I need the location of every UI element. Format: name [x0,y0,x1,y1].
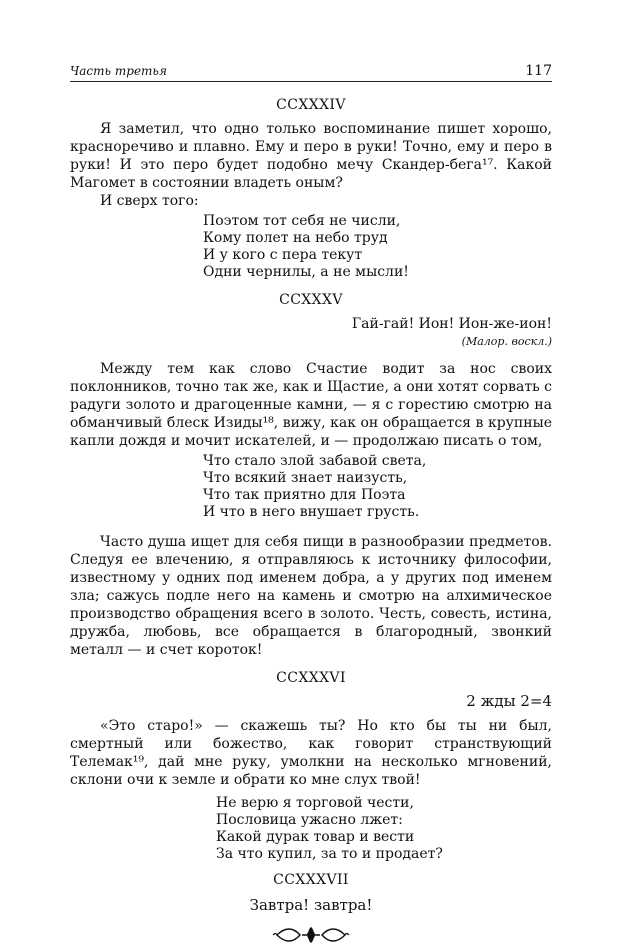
verse-block-ccxxxvi [70,795,552,863]
verse-line: Поэтом тот себя не числи, [203,213,401,229]
header-rule [70,81,552,82]
verse-line: И что в него внушает грусть. [203,504,420,520]
section-title-ccxxxvii: CCXXXVII [273,872,349,888]
epigraph-line: Гай-гай! Ион! Ион-же-ион! [351,316,552,332]
verse-line: Что всякий знает наизусть, [203,470,408,486]
epigraph-source: (Малор. воскл.) [461,335,552,348]
verse-line: Кому полет на небо труд [203,230,388,246]
closing-line: Завтра! завтра! [249,896,373,914]
verse-line: Что стало злой забавой света, [203,453,427,469]
verse-line: За что купил, за то и продает? [216,846,443,862]
verse-line: И у кого с пера текут [203,247,363,263]
verse-line: Пословица ужасно лжет: [216,812,403,828]
section-title-ccxxxvi: CCXXXVI [276,670,346,686]
verse-line: Что так приятно для Поэта [203,487,406,503]
verse-block-ccxxxiv [70,213,552,281]
floral-ornament-icon [70,924,552,946]
running-header [70,63,552,81]
verse-line: Не верю я торговой чести, [216,795,414,811]
verse-line: Одни чернилы, а не мысли! [203,264,409,280]
header-title: Часть третья [70,64,167,78]
paragraph-ccxxxv: Между тем как слово Счастие водит за нос своих поклонников, точно так же, как и Щастие, а они хотят сорвать с радуги золото и драгоценные камни, — я с горестию смотрю на обманчивый блеск Изиды¹⁸, вижу, как он обращается в крупные капли дождя и мочит искателей, и — продолжаю писать о том, [70,361,552,449]
verse-block-ccxxxv [70,453,552,521]
verse-line: Какой дурак товар и вести [216,829,415,845]
lead-line-ccxxxiv: И сверх того: [100,193,199,209]
paragraph-ccxxxv-2: Часто душа ищет для себя пищи в разнообразии предметов. Следуя ее влечению, я отправляюсь к источнику философии, известному у одних под именем добра, а у других под именем зла; сажусь подле него на камень и смотрю на алхимическое производство обращения всего в золото. Честь, совесть, истина, дружба, любовь, все обращается в благородный, звонкий металл — и счет короток! [70,534,552,658]
page-content [70,96,552,946]
paragraph-ccxxxvi: «Это старо!» — скажешь ты? Но кто бы ты ни был, смертный или божество, как говорит странствующий Телемак¹⁹, дай мне руку, умолкни на несколько мгновений, склони очи к земле и обрати ко мне слух твой! [70,718,552,788]
math-line: 2 жды 2=4 [466,692,552,710]
page-number: 117 [525,63,552,79]
section-title-ccxxxv: CCXXXV [279,292,343,308]
section-title-ccxxxiv: CCXXXIV [276,97,346,113]
paragraph-ccxxxiv: Я заметил, что одно только воспоминание пишет хорошо, красноречиво и плавно. Ему и перо в руки! Точно, ему и перо в руки! И это перо будет подобно мечу Скандер-бега¹⁷. Какой Магомет в состоянии владеть оным? [70,121,552,191]
